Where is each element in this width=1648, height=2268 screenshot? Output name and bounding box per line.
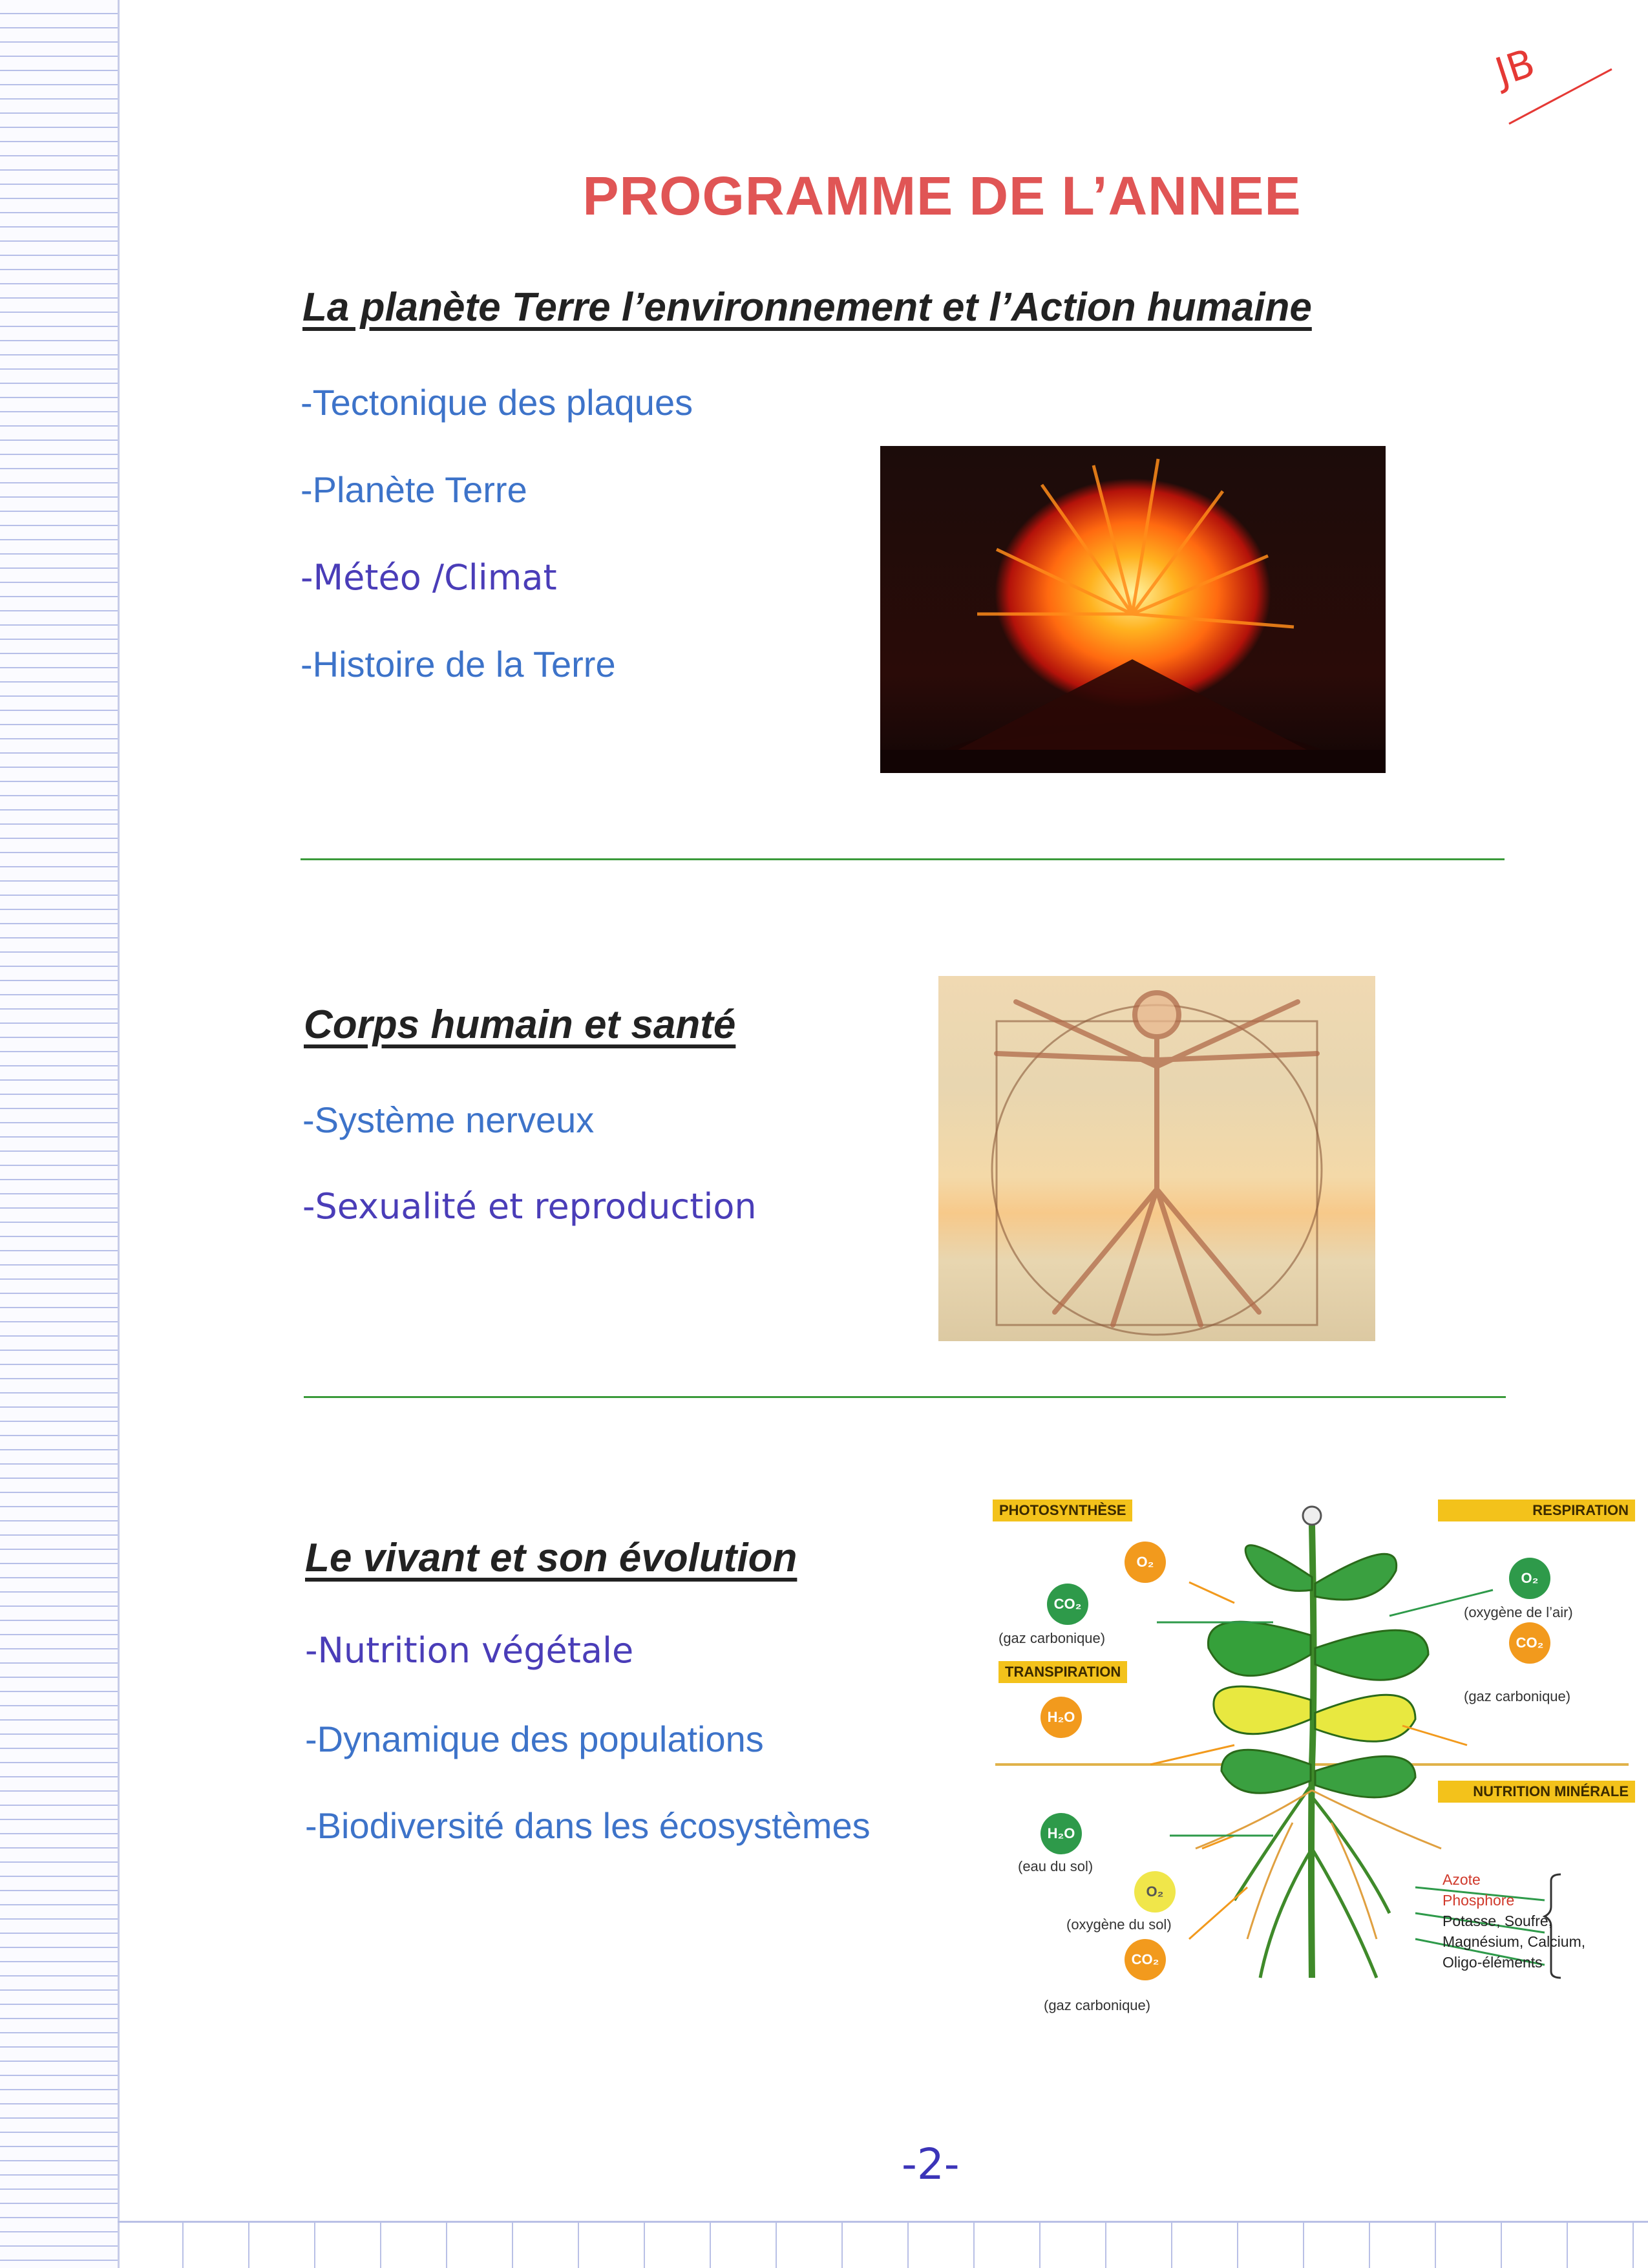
topic-planete-terre: -Planète Terre (301, 469, 527, 510)
topic-sexualite-reproduction: -Sexualité et reproduction (302, 1186, 757, 1227)
notebook-margin (0, 0, 120, 2268)
mineral-oligo: Oligo-éléments (1442, 1954, 1543, 1971)
topic-histoire-terre: -Histoire de la Terre (301, 644, 616, 684)
transpiration-box: TRANSPIRATION (998, 1661, 1127, 1683)
section-divider-2 (304, 1396, 1506, 1398)
page-title: PROGRAMME DE L’ANNEE (582, 165, 1302, 226)
photosynthese-box: PHOTOSYNTHÈSE (993, 1500, 1132, 1521)
nutrition-minerale-box: NUTRITION MINÉRALE (1438, 1781, 1635, 1803)
notebook-bottom-grid (118, 2221, 1648, 2268)
co2-soil-molecule: CO₂ (1125, 1939, 1166, 1980)
topic-nutrition-vegetale: -Nutrition végétale (305, 1630, 634, 1671)
gaz-carbonique-label-3: (gaz carbonique) (1044, 1997, 1151, 2013)
vitruvian-man-image (938, 976, 1375, 1341)
o2-respiration-molecule: O₂ (1509, 1558, 1550, 1599)
h2o-soil-molecule: H₂O (1041, 1813, 1082, 1854)
mineral-magnesium: Magnésium, Calcium, (1442, 1933, 1586, 1950)
mineral-phosphore: Phosphore (1442, 1892, 1515, 1909)
co2-respiration-molecule: CO₂ (1509, 1622, 1550, 1664)
section-title-planete: La planète Terre l’environnement et l’Action humaine (302, 285, 1312, 330)
gaz-carbonique-label-1: (gaz carbonique) (998, 1630, 1106, 1646)
oxygene-sol-label: (oxygène du sol) (1066, 1916, 1172, 1933)
o2-soil-molecule: O₂ (1134, 1871, 1176, 1913)
plant-nutrition-diagram (989, 1487, 1635, 2030)
section-title-vivant: Le vivant et son évolution (305, 1536, 798, 1580)
h2o-transpiration-molecule: H₂O (1041, 1697, 1082, 1738)
page-number: -2- (902, 2139, 960, 2189)
topic-meteo-climat: -Météo /Climat (301, 557, 557, 598)
topic-tectonique: -Tectonique des plaques (301, 382, 693, 423)
oxygene-air-label: (oxygène de l’air) (1464, 1604, 1573, 1620)
mineral-potasse: Potasse, Soufre, (1442, 1913, 1553, 1929)
o2-photosynthese-molecule: O₂ (1125, 1542, 1166, 1583)
mineral-azote: Azote (1442, 1871, 1481, 1888)
topic-dynamique-populations: -Dynamique des populations (305, 1719, 764, 1759)
topic-systeme-nerveux: -Système nerveux (302, 1099, 595, 1140)
section-divider-1 (301, 858, 1505, 860)
volcano-eruption-image (880, 446, 1386, 773)
section-title-corps-humain: Corps humain et santé (304, 1002, 736, 1047)
co2-photosynthese-molecule: CO₂ (1047, 1584, 1088, 1625)
minerals-list (1442, 1869, 1585, 1973)
eau-sol-label: (eau du sol) (1018, 1858, 1093, 1874)
gaz-carbonique-label-2: (gaz carbonique) (1464, 1688, 1571, 1704)
respiration-box: RESPIRATION (1438, 1500, 1635, 1521)
topic-biodiversite: -Biodiversité dans les écosystèmes (305, 1805, 871, 1846)
handwritten-initials: JB (1490, 40, 1541, 96)
